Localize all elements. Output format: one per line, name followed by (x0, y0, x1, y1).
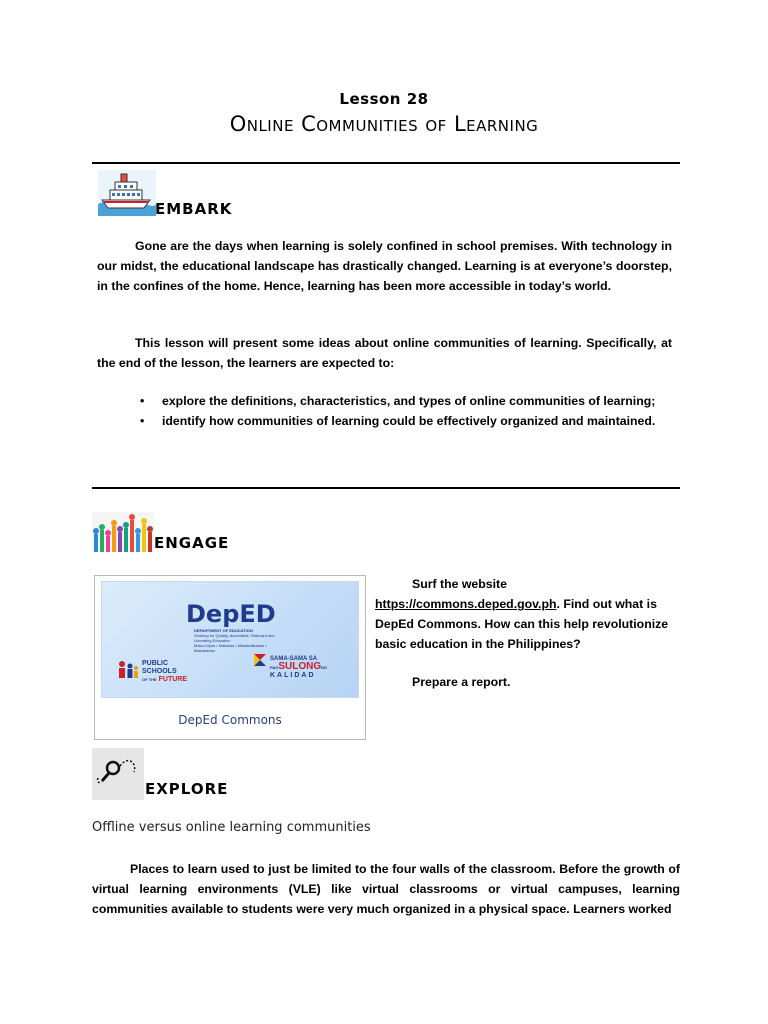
explore-paragraph (92, 859, 680, 919)
engage-heading: ENGAGE (154, 534, 230, 552)
objectives-list-container (136, 391, 656, 431)
embark-paragraph-2-text: This lesson will present some ideas about online communities of learning. Specifically, at the end of the lesson, the learners are expected to: (97, 336, 672, 370)
embark-paragraph-1-text: Gone are the days when learning is solely confined in school premises. With technology in our midst, the educational landscape has drastically changed. Learning is at everyone’s doorstep, in the confines of the home. Hence, learning has been more accessible in today’s world. (97, 239, 672, 293)
deped-values: Maka-Diyos • Makatao • Makakalikasan • Makabansa (194, 643, 267, 653)
embark-paragraph-2 (97, 333, 672, 373)
flag-icon (252, 652, 268, 668)
embark-heading: EMBARK (155, 200, 233, 218)
sama-line-1: SAMA-SAMA SA (270, 656, 318, 662)
explore-heading: EXPLORE (145, 780, 229, 798)
psf-future: FUTURE (158, 676, 188, 683)
engage-surf-text: Surf the website (412, 577, 507, 591)
deped-subtitle (194, 628, 284, 653)
top-divider (92, 162, 680, 164)
engage-question-text: . Find out what is DepEd Commons. How can this help revolutionize basic education in the Philippines? (375, 597, 669, 651)
explore-subheading: Offline versus online learning communities (92, 820, 371, 835)
deped-logo (186, 600, 276, 628)
deped-commons-caption: DepEd Commons (178, 713, 282, 727)
family-icon (116, 660, 140, 680)
magnifier-path-icon (92, 748, 144, 800)
deped-banner (101, 581, 359, 698)
sama-ng: NG (321, 665, 328, 670)
sama-line-2 (270, 663, 327, 672)
objective-item: • identify how communities of learning could be effectively organized and maintained. (136, 411, 656, 431)
deped-commons-image (94, 575, 366, 740)
deped-tagline: Working for Quality, Accessible, Relevant and Liberating Education (194, 633, 275, 643)
public-schools-future (142, 660, 187, 684)
explore-paragraph-text: Places to learn used to just be limited to the four walls of the classroom. Before the growth of virtual learning environments (VLE) like virtual classrooms or virtual campuses, learning communities available to students were very much organized in a physical space. Learners worked (92, 862, 680, 916)
psf-line-1: PUBLIC (142, 660, 169, 667)
psf-line-2: SCHOOLS (142, 668, 177, 675)
deped-logo-text: DepED (186, 600, 276, 628)
deped-department-text: DEPARTMENT OF EDUCATION (194, 628, 253, 633)
engage-question (375, 594, 675, 654)
sama-kalidad: KALIDAD (270, 672, 316, 679)
sama-sulong: SULONG (278, 661, 322, 672)
psf-of-the: OF THE (142, 677, 157, 682)
lesson-title: Online Communities of Learning (229, 112, 539, 136)
deped-commons-link[interactable]: https://commons.deped.gov.ph (375, 597, 557, 611)
embark-paragraph-1 (97, 236, 672, 296)
colorful-figures-icon (92, 512, 154, 552)
objective-item: • explore the definitions, characteristics, and types of online communities of learning; (136, 391, 656, 411)
sama-sama-sulong (270, 656, 327, 679)
lesson-label: Lesson 28 (339, 90, 429, 108)
cruise-ship-icon (98, 170, 156, 216)
engage-prepare-text: Prepare a report. (412, 675, 511, 689)
psf-line-3 (142, 676, 187, 684)
middle-divider (92, 487, 680, 489)
objectives-list (136, 391, 656, 431)
sama-pag: PAG (270, 665, 279, 670)
